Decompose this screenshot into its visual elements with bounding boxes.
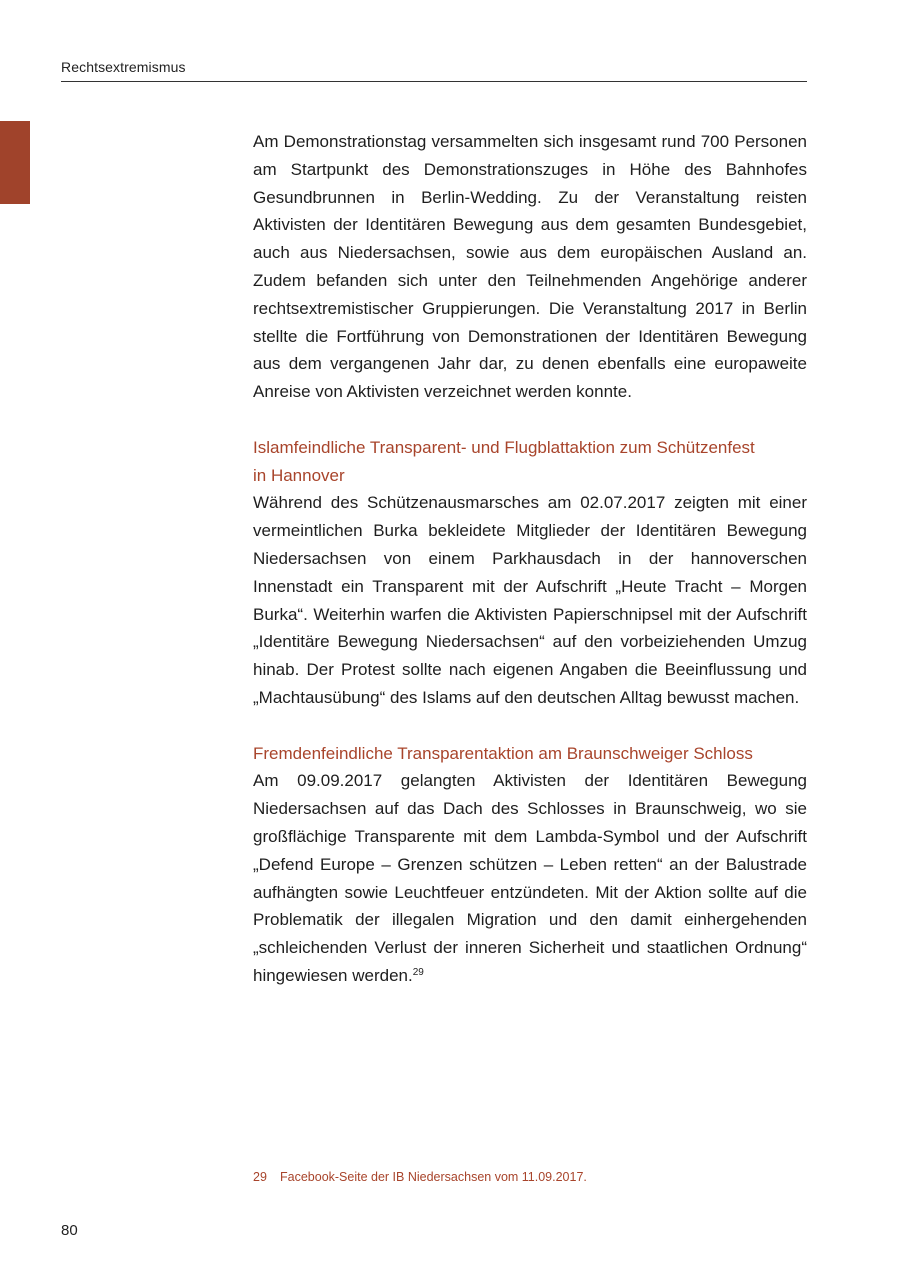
footnote <box>253 1170 587 1184</box>
body-paragraph: Am Demonstrationstag versammelten sich insgesamt rund 700 Personen am Startpunkt des Demonstrationszuges in Höhe des Bahnhofes Gesundbrunnen in Berlin-Wedding. Zu der Veranstaltung reisten Aktivisten der Identitären Bewegung aus dem gesamten Bundesgebiet, auch aus Niedersachsen, sowie aus dem europäischen Ausland an. Zudem befanden sich unter den Teilnehmenden Angehörige anderer rechtsextremistischer Gruppierungen. Die Veranstaltung 2017 in Berlin stellte die Fortführung von Demonstrationen der Identitären Bewegung aus dem vergangenen Jahr dar, zu denen ebenfalls eine europaweite Anreise von Aktivisten verzeichnet werden konnte. <box>253 132 807 402</box>
section-paragraph-hannover: Während des Schützenausmarsches am 02.07.2017 zeigten mit einer vermeintlichen Burka bekleidete Mitglieder der Identitären Bewegung Niedersachsen von einem Parkhausdach in der hannoverschen Innenstadt ein Transparent mit der Aufschrift „Heute Tracht – Morgen Burka“. Weiterhin warfen die Aktivisten Papierschnipsel mit der Aufschrift „Identitäre Bewegung Niedersachsen“ auf den vorbeiziehenden Umzug hinab. Der Protest sollte nach eigenen Angaben die Beeinflussung und „Machtausübung“ des Islams auf den deutschen Alltag bewusst machen. <box>253 493 807 707</box>
section-heading-line-1: Islamfeindliche Transparent- und Flugblattaktion zum Schützenfest <box>253 437 755 457</box>
chapter-tab-marker <box>0 121 30 204</box>
page-number: 80 <box>61 1222 78 1239</box>
section-paragraph-text: Am 09.09.2017 gelangten Aktivisten der Identitären Bewegung Niedersachsen auf das Dach des Schlosses in Braunschweig, wo sie großflächige Transparente mit dem Lambda-Symbol und der Aufschrift „Defend Europe – Grenzen schützen – Leben retten“ an der Balustrade aufhängten sowie Leuchtfeuer entzündeten. Mit der Aktion sollte auf die Problematik der illegalen Migration und den damit einhergehenden „schleichenden Verlust der inneren Sicherheit und staatlichen Ordnung“ hingewiesen werden. <box>253 771 807 985</box>
running-title: Rechtsextremismus <box>61 59 186 75</box>
main-content <box>253 128 807 990</box>
paragraph-spacer <box>253 712 807 740</box>
section-paragraph-braunschweig <box>253 767 807 989</box>
section-heading-line-2: in Hannover <box>253 465 345 485</box>
section-heading-hannover <box>253 434 807 490</box>
footnote-number: 29 <box>253 1170 267 1184</box>
footnote-text: Facebook-Seite der IB Niedersachsen vom 11.09.2017. <box>280 1170 587 1184</box>
header-rule <box>61 81 807 82</box>
paragraph-spacer <box>253 406 807 434</box>
section-heading-braunschweig: Fremdenfeindliche Transparentaktion am Braunschweiger Schloss <box>253 743 753 763</box>
footnote-reference[interactable]: 29 <box>412 966 424 978</box>
